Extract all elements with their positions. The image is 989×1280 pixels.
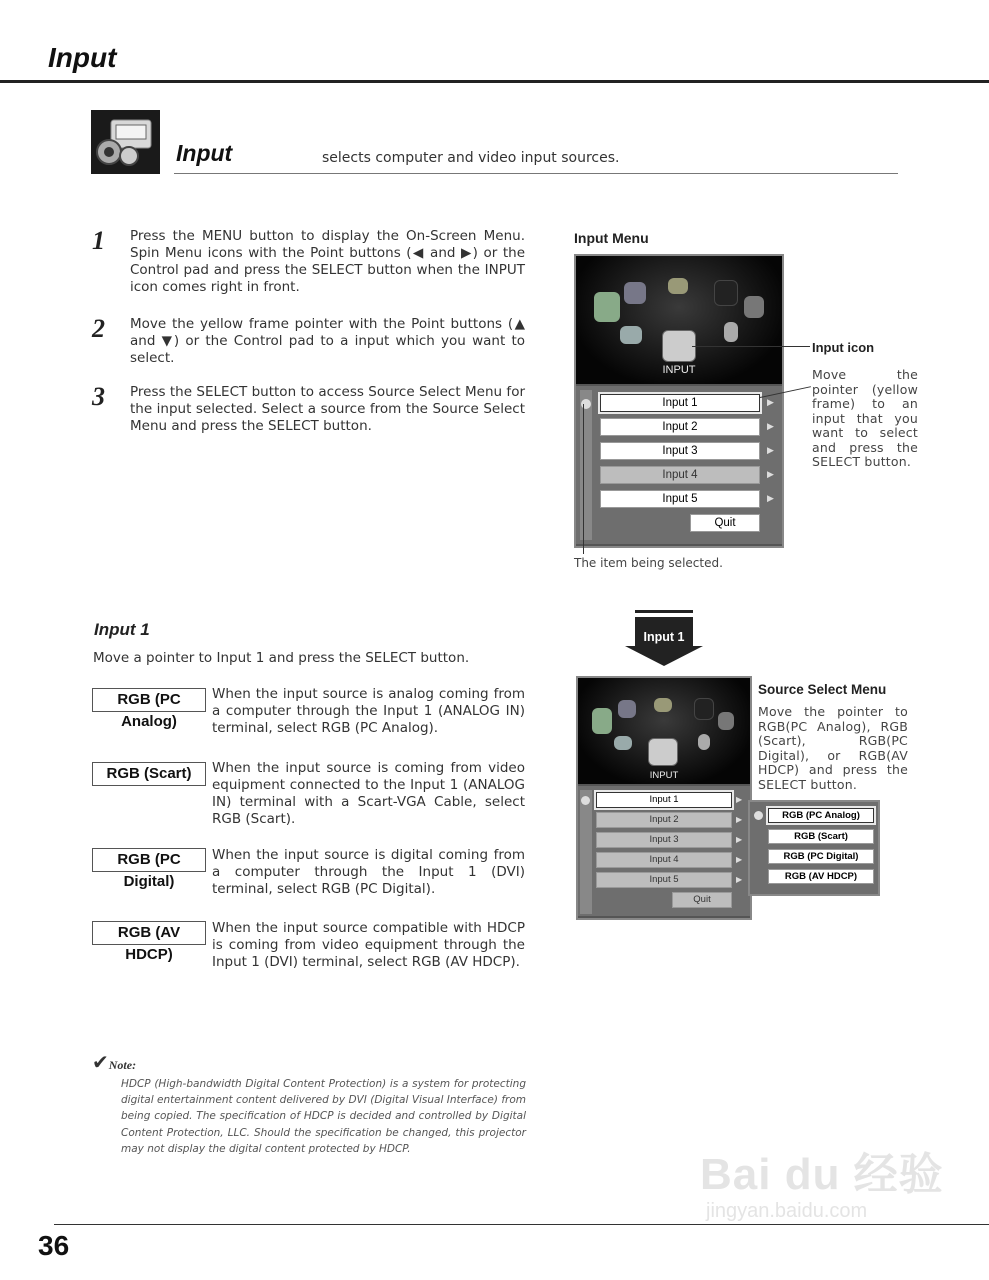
source-list-panel (748, 800, 880, 896)
input-section-icon (91, 110, 160, 174)
submenu-arrow-icon: ▶ (767, 470, 774, 480)
submenu-arrow-icon: ▶ (736, 855, 743, 864)
step-text: Press the MENU button to display the On-Screen Menu. Spin Menu icons with the Point buttons (◀ and ▶) or the Control pad and press the SELECT button when the INPUT icon comes right in front. (130, 228, 525, 295)
selected-leader (583, 404, 584, 554)
input-menu-label: Input Menu (574, 230, 649, 246)
osd-input-item[interactable]: Input 5 (600, 490, 760, 508)
input-icon-title: Input icon (812, 340, 875, 355)
note-text: HDCP (High-bandwidth Digital Content Protection) is a system for protecting digital entertainment content delivered by DVI (Digital Visual Interface) from being copied. The specification of HDCP is decided and controlled by Digital Content Protection, LLC. Should the specification be changed, this projector may not display the digital content protected by HDCP. (121, 1078, 526, 1155)
page-title: Input (48, 42, 117, 73)
image-adjust-icon (620, 326, 642, 344)
source-item[interactable]: RGB (PC Analog) (768, 808, 874, 823)
input-icon (662, 330, 696, 362)
submenu-arrow-icon: ▶ (736, 815, 743, 824)
option-label-pc-analog: RGB (PC Analog) (92, 688, 206, 712)
submenu-arrow-icon: ▶ (736, 835, 743, 844)
note-heading (92, 1050, 136, 1074)
quit-button[interactable]: Quit (690, 514, 760, 532)
down-arrow-icon (625, 608, 705, 668)
page-number: 36 (38, 1230, 70, 1261)
checkmark-icon: ✔ (92, 1050, 109, 1074)
list-scrollbar (580, 790, 592, 914)
osd-input-list (578, 786, 750, 916)
submenu-arrow-icon: ▶ (767, 446, 774, 456)
step-text: Press the SELECT button to access Source Select Menu for the input selected. Select a source from the Source Select Menu and press the SELECT button. (130, 384, 525, 434)
header-rule (0, 80, 989, 83)
osd-input-item[interactable]: Input 2 (596, 812, 732, 828)
source-item[interactable]: RGB (PC Digital) (768, 849, 874, 864)
osd-input-item[interactable]: Input 3 (596, 832, 732, 848)
osd-input-list (576, 386, 782, 544)
settings-icon (718, 712, 734, 730)
submenu-arrow-icon: ▶ (767, 398, 774, 408)
source-item[interactable]: RGB (Scart) (768, 829, 874, 844)
selected-note: The item being selected. (574, 556, 723, 570)
section-title: Input (176, 140, 233, 166)
osd-screen-label: INPUT (662, 364, 696, 376)
quit-button[interactable]: Quit (672, 892, 732, 908)
step-number: 3 (92, 382, 105, 411)
input1-intro: Move a pointer to Input 1 and press the SELECT button. (93, 650, 470, 666)
watermark-url: jingyan.baidu.com (706, 1200, 868, 1222)
people-icon (594, 292, 620, 322)
screen-icon (694, 698, 714, 720)
osd-input-item[interactable]: Input 1 (600, 394, 760, 412)
osd-icon-carousel (576, 256, 782, 384)
watermark-logo: Bai du 经验 (700, 1150, 944, 1199)
list-scrollbar (580, 390, 592, 540)
submenu-arrow-icon: ▶ (736, 875, 743, 884)
osd-input-item[interactable]: Input 4 (600, 466, 760, 484)
option-text: When the input source compatible with HDCP is coming from video equipment through the Input 1 (DVI) terminal, select RGB (AV HDCP). (212, 920, 525, 970)
osd-input-item[interactable]: Input 4 (596, 852, 732, 868)
osd-input-item[interactable]: Input 2 (600, 418, 760, 436)
option-label-pc-digital: RGB (PC Digital) (92, 848, 206, 872)
info-icon (724, 322, 738, 342)
osd-input-item[interactable]: Input 1 (596, 792, 732, 808)
arrow-label: Input 1 (643, 630, 685, 644)
source-item[interactable]: RGB (AV HDCP) (768, 869, 874, 884)
selected-dot (754, 811, 763, 820)
note-title: Note: (108, 1058, 137, 1072)
selected-dot (581, 796, 590, 805)
people-icon (592, 708, 612, 734)
source-menu-title: Source Select Menu (758, 682, 887, 697)
input-menu-osd (574, 254, 784, 548)
option-text: When the input source is coming from video equipment connected to the Input 1 (ANALOG IN) terminal with a Scart-VGA Cable, select RGB (Scart). (212, 760, 525, 827)
source-menu-description: Move the pointer to RGB(PC Analog), RGB (Scart), RGB(PC Digital), or RGB(AV HDCP) and press the SELECT button. (758, 704, 908, 792)
pointer-note: Move the pointer (yellow frame) to an input that you want to select and press the SELECT button. (812, 367, 918, 469)
option-label-scart: RGB (Scart) (92, 762, 206, 786)
tools-icon (624, 282, 646, 304)
section-description: selects computer and video input sources. (322, 150, 620, 166)
input-icon-leader (692, 346, 810, 347)
option-text: When the input source is analog coming from a computer through the Input 1 (ANALOG IN) terminal, select RGB (PC Analog). (212, 686, 525, 736)
footer-rule (54, 1224, 989, 1225)
step-number: 2 (92, 314, 105, 343)
osd-input-item[interactable]: Input 3 (600, 442, 760, 460)
tools-icon (618, 700, 636, 718)
picture-icon (668, 278, 688, 294)
submenu-arrow-icon: ▶ (736, 795, 743, 804)
input1-title: Input 1 (94, 620, 150, 639)
osd-screen-label: INPUT (649, 770, 679, 781)
submenu-arrow-icon: ▶ (767, 494, 774, 504)
step-number: 1 (92, 226, 105, 255)
image-adjust-icon (614, 736, 632, 750)
info-icon (698, 734, 710, 750)
osd-icon-carousel (578, 678, 750, 784)
settings-icon (744, 296, 764, 318)
step-text: Move the yellow frame pointer with the Point buttons (▲ and ▼) or the Control pad to a input which you want to select. (130, 316, 525, 366)
section-rule (174, 173, 898, 174)
osd-input-item[interactable]: Input 5 (596, 872, 732, 888)
source-select-osd (576, 676, 752, 920)
option-label-av-hdcp: RGB (AV HDCP) (92, 921, 206, 945)
input-icon (648, 738, 678, 766)
screen-icon (714, 280, 738, 306)
submenu-arrow-icon: ▶ (767, 422, 774, 432)
picture-icon (654, 698, 672, 712)
option-text: When the input source is digital coming from a computer through the Input 1 (DVI) terminal, select RGB (PC Digital). (212, 847, 525, 897)
